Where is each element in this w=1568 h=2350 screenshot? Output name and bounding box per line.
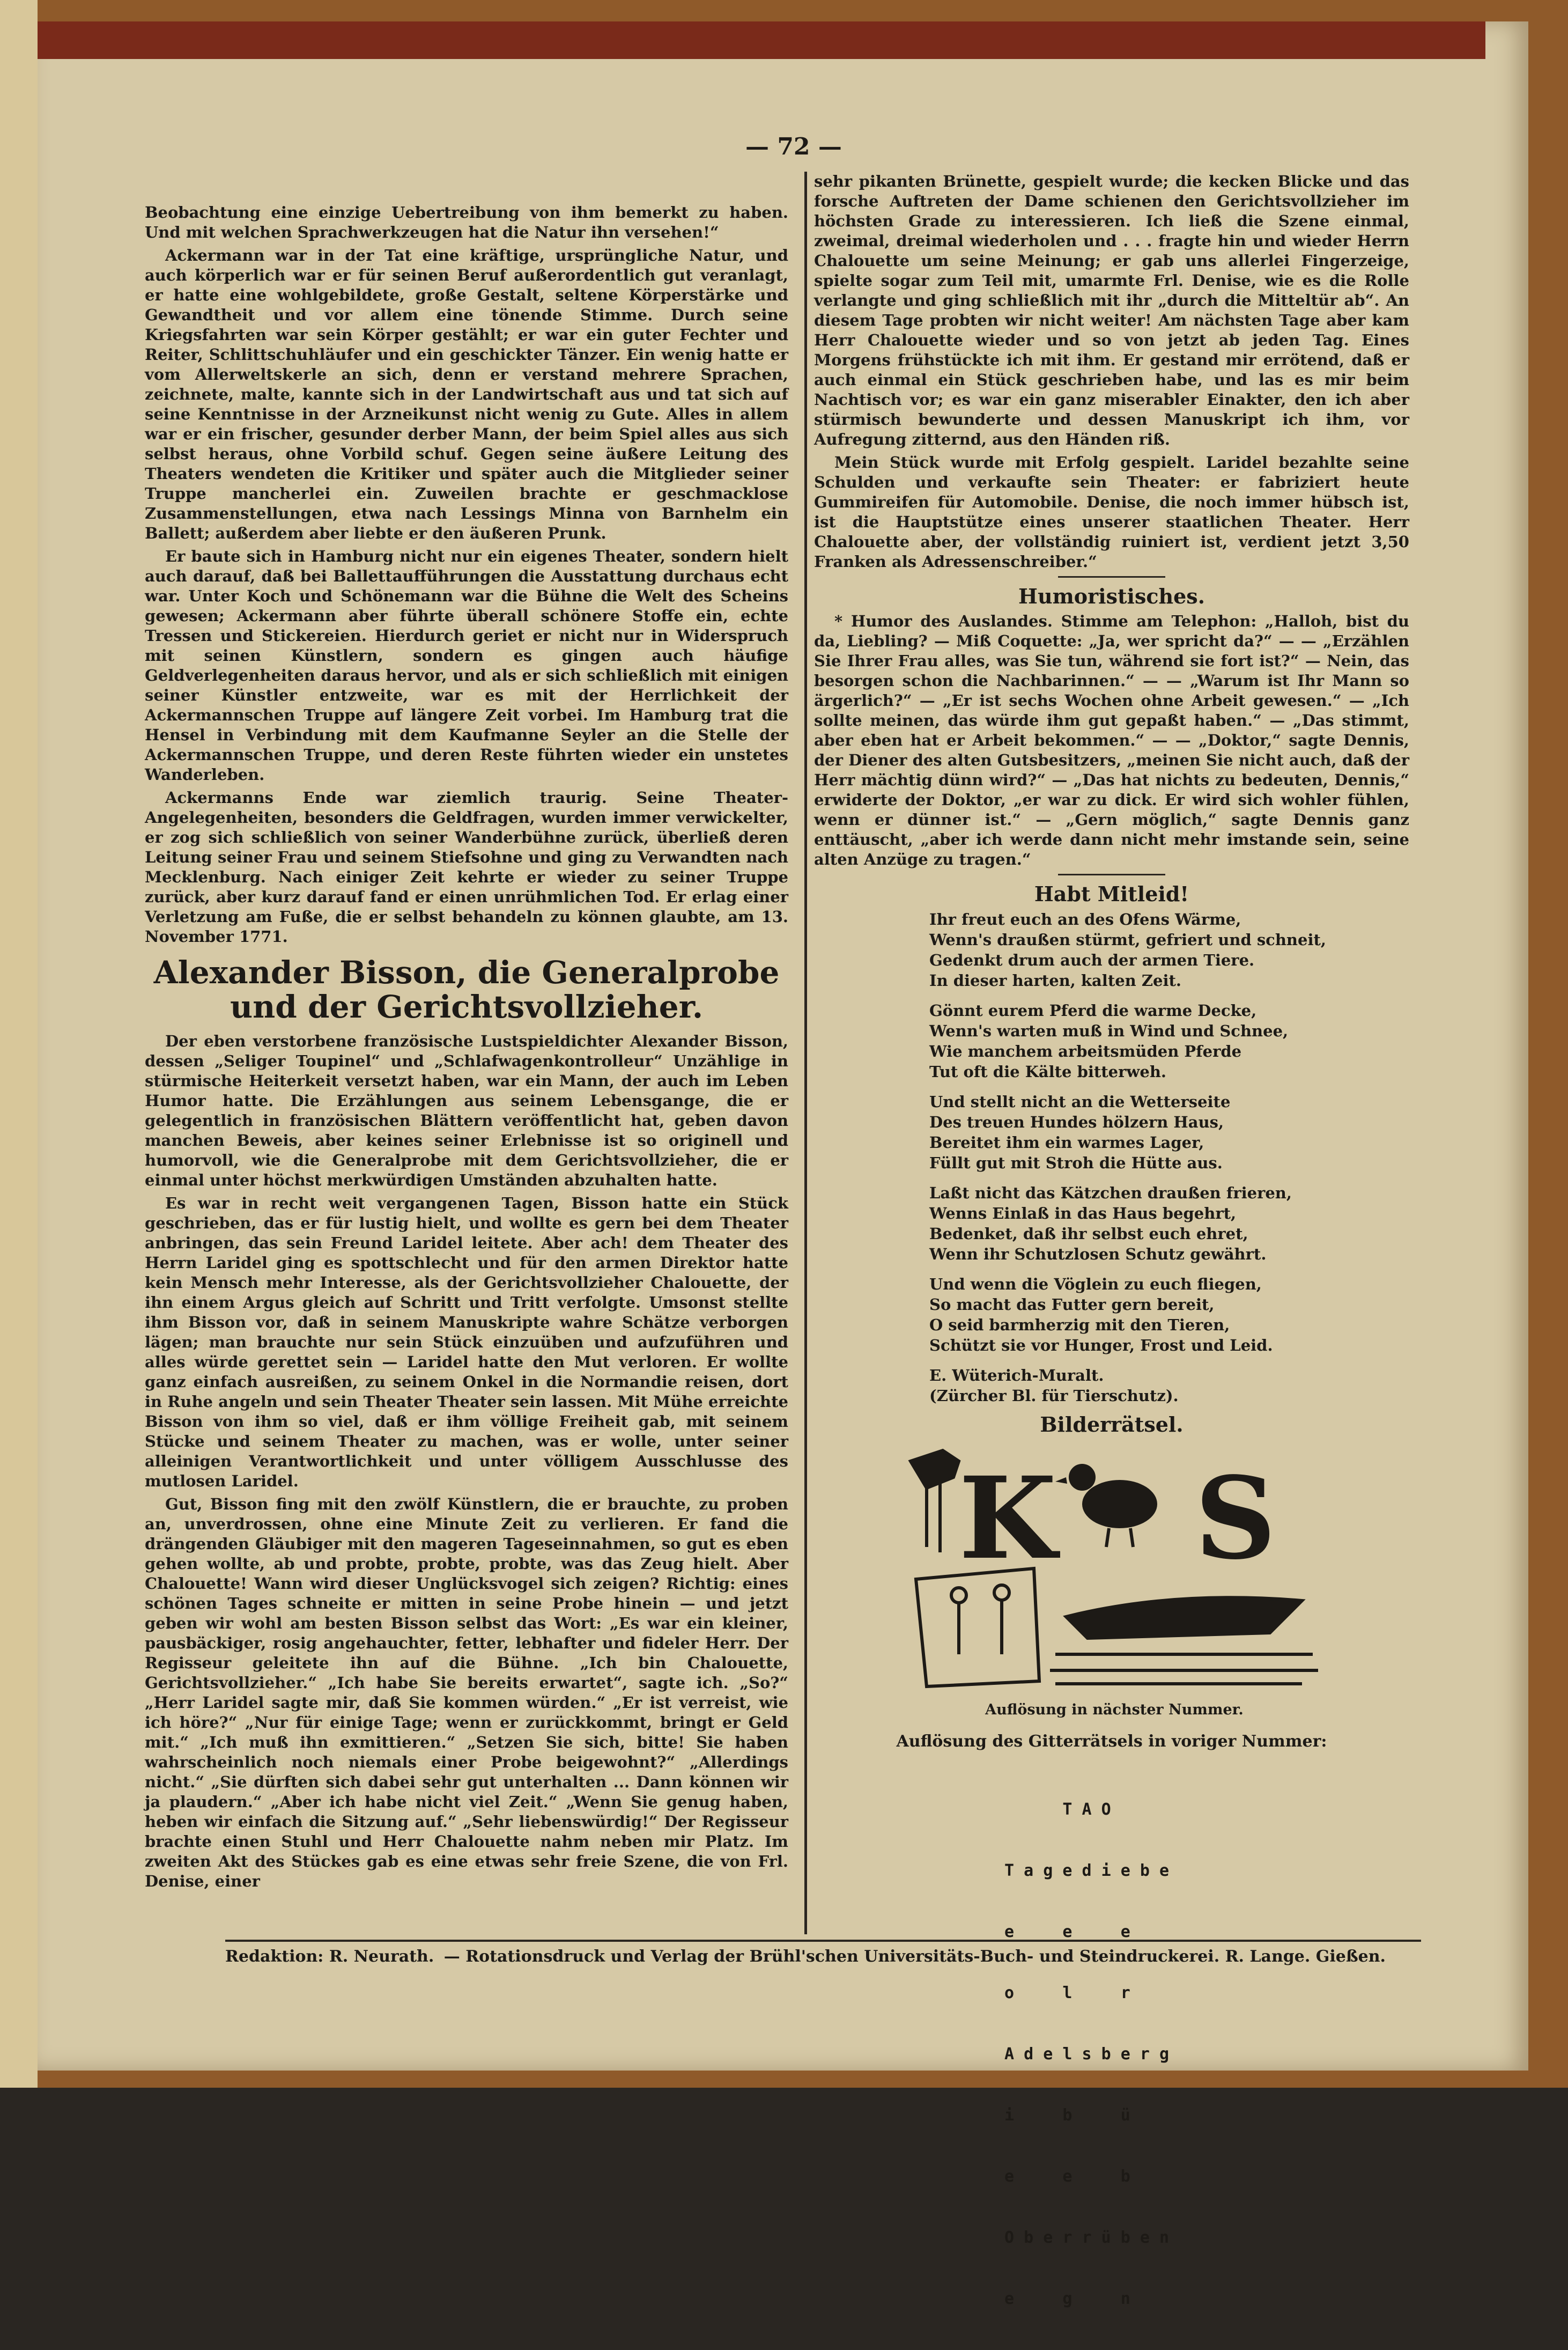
hand-icon xyxy=(911,1450,959,1552)
rebus-title: Bilderrätsel. xyxy=(1040,1412,1184,1436)
stanza xyxy=(929,1092,1369,1173)
paragraph: Ackermann war in der Tat eine kräftige, ursprüngliche Natur, und auch körperlich war er für seinen Beruf außerordentlich gut veranlagt, er hatte eine wohlgebildete, große Gestalt, seltene Körperstärke und Gewandtheit und vor allem eine tönende Stimme. Durch seine Kriegsfahrten war sein Körper gestählt; er war ein guter Fechter und Reiter, Schlittschuhläufer und ein geschickter Tänzer. Ein wenig hatte er vom Allerweltskerle an sich, denn er verstand mehrere Sprachen, zeichnete, malte, kannte sich in der Landwirtschaft aus und tat sich auf seine Kenntnisse in der Arzneikunst nicht wenig zu Gute. Alles in allem war er ein frischer, gesunder derber Mann, der beim Spiel alles aus sich selbst heraus, ohne Vorbild schuf. Gegen seine äußere Leitung des Theaters wendeten die Kritiker und später auch die Mitglieder seiner Truppe mancherlei ein. Zuweilen brachte er geschmacklose Zusammenstellungen, etwa nach Lessings Minna von Barnhelm ein Ballett; außerdem aber liebte er den äußeren Prunk. xyxy=(145,246,788,542)
article-heading: Alexander Bisson, die Generalprobe und der Gerichtsvollzieher. xyxy=(153,954,780,1025)
left-column xyxy=(145,203,788,1895)
column-divider xyxy=(804,172,807,1934)
poem-line: Und stellt nicht an die Wetterseite xyxy=(929,1093,1231,1111)
bird-icon xyxy=(1055,1464,1157,1547)
grid-row: i b ü xyxy=(1004,2106,1159,2125)
stanza xyxy=(929,1000,1369,1082)
solution-title: Auflösung des Gitterrätsels in voriger Nummer: xyxy=(896,1732,1327,1751)
poem-line: Gönnt eurem Pferd die warme Decke, xyxy=(929,1001,1257,1020)
picture-puzzle xyxy=(894,1440,1334,1720)
poem-line: Wenn's warten muß in Wind und Schnee, xyxy=(929,1022,1289,1040)
paragraph: Ackermanns Ende war ziemlich traurig. Seine Theater-Angelegenheiten, besonders die Geldfragen, wurden immer verwickelter, er zog sich schließlich von seiner Wanderbühne zurück, überließ deren Leitung seiner Frau und seinem Stiefsohne und ging zu Verwandten nach Mecklenburg. Nach einiger Zeit kehrte er wieder zu seiner Truppe zurück, aber kurz darauf fand er einen unrühmlichen Tod. Er erlag einer Verletzung am Fuße, die er selbst behandeln zu können glaubte, am 13. November 1771. xyxy=(145,789,788,946)
paragraph: Gut, Bisson fing mit den zwölf Künstlern, die er brauchte, zu proben an, unverdrossen, ohne eine Minute Zeit zu verlieren. Er fand die drängenden Gläubiger mit den mageren Tageseinnahmen, so gut es eben gehen wollte, ab und probte, probte, probte, was das Zeug hielt. Aber Chalouette! Wann wird dieser Unglücksvogel sich zeigen? Richtig: eines schönen Tages schneite er mitten in seine Probe hinein — und jetzt geben wir wohl am besten Bisson selbst das Wort: „Es war ein kleiner, pausbäckiger, rosig angehauchter, fetter, lebhafter und fideler Herr. Der Regisseur geleitete ihn auf die Bühne. „Ich bin Chalouette, Gerichtsvollzieher.“ „Ich habe Sie bereits erwartet“, sagte ich. „So?“ „Herr Laridel sagte mir, daß Sie kommen würden.“ „Er ist verreist, wie ich höre?“ „Nur für einige Tage; wenn er zurückkommt, bringt er Geld mit.“ „Ich muß ihn exmittieren.“ „Setzen Sie sich, bitte! Sie haben wahrscheinlich noch niemals einer Probe beigewohnt?“ „Allerdings nicht.“ „Sie dürften sich dabei sehr gut unterhalten ... Dann können wir ja plaudern.“ „Aber ich habe nicht viel Zeit.“ „Wenn Sie genug haben, heben wir einfach die Sitzung auf.“ „Sehr liebenswürdig!“ Der Regisseur brachte einen Stuhl und Herr Chalouette nahm neben mir Platz. Im zweiten Akt des Stückes gab es eine etwas sehr freie Szene, die von Frl. Denise, einer xyxy=(145,1495,788,1890)
poem-line: Bereitet ihm ein warmes Lager, xyxy=(929,1133,1204,1152)
poem-line: Laßt nicht das Kätzchen draußen frieren, xyxy=(929,1184,1292,1202)
paragraph: Der eben verstorbene französische Lustspieldichter Alexander Bisson, dessen „Seliger Toupinel“ und „Schlafwagenkontrolleur“ Unzählige in stürmische Heiterkeit versetzt haben, war ein Mann, der auch im Leben Humor hatte. Die Erzählungen aus seinem Lebensgange, die er gelegentlich in französischen Blättern veröffentlicht hat, geben davon manchen Beweis, aber keines seiner Erlebnisse ist so originell und humorvoll, wie die Generalprobe mit dem Gerichtsvollzieher, die er einmal unter höchst merkwürdigen Umständen abzuhalten hatte. xyxy=(145,1032,788,1189)
book-spine-edge xyxy=(0,0,38,2088)
rebus-letter-s: S xyxy=(1195,1452,1276,1585)
section-heading: Humoristisches. xyxy=(1018,584,1205,608)
boat-icon xyxy=(1050,1597,1318,1684)
right-column xyxy=(814,172,1409,2350)
rebus-letter-k: K xyxy=(959,1452,1057,1585)
poem-author: E. Wüterich-Muralt. xyxy=(929,1366,1104,1384)
poem-title: Habt Mitleid! xyxy=(1034,882,1189,906)
paragraph: Er baute sich in Hamburg nicht nur ein eigenes Theater, sondern hielt auch darauf, daß bei Ballettaufführungen die Ausstattung durchaus echt war. Unter Koch und Schönemann war die Bühne die Welt des Scheins gewesen; Ackermann aber führte überall schönere Stoffe ein, echte Tressen und Stickereien. Hierdurch geriet er nicht nur in Widerspruch mit seinen Künstlern, sondern es gingen auch häufige Geldverlegenheiten daraus hervor, und als er sich schließlich mit einigen seiner Künstler entzweite, war es mit der Herrlichkeit der Ackermannschen Truppe auf längere Zeit vorbei. Im Hamburg trat die Hensel in Verbindung mit dem Kaufmanne Seyler an die Stelle der Ackermannschen Truppe, und deren Reste führten wieder ein unstetes Wanderleben. xyxy=(145,547,788,784)
grid-row: e e b xyxy=(1004,2167,1159,2186)
solution-grid xyxy=(1004,1759,1219,2350)
page-top-binding xyxy=(38,21,1485,59)
rebus-illustration xyxy=(894,1440,1334,1692)
grid-row: e e e xyxy=(1004,1922,1159,1941)
section-rule xyxy=(1058,874,1165,875)
poem-line: Füllt gut mit Stroh die Hütte aus. xyxy=(929,1154,1223,1172)
poem-line: O seid barmherzig mit den Tieren, xyxy=(929,1316,1230,1334)
paragraph: Mein Stück wurde mit Erfolg gespielt. Laridel bezahlte seine Schulden und verkaufte sein Theater: er fabriziert heute Gummireifen für Automobile. Denise, die noch immer hübsch ist, ist die Hauptstütze eines unserer staatlichen Theater. Herr Chalouette aber, der vollständig ruiniert ist, verdient jetzt 3,50 Franken als Adressenschreiber.“ xyxy=(814,453,1409,571)
grid-row: A d e l s b e r g xyxy=(1004,2045,1170,2064)
imprint-footer xyxy=(225,1940,1421,1966)
poem-line: So macht das Futter gern bereit, xyxy=(929,1295,1215,1314)
poem-line: In dieser harten, kalten Zeit. xyxy=(929,971,1181,990)
editor-line: Redaktion: R. Neurath. xyxy=(225,1947,434,1966)
grid-row: O b e r r ü b e n xyxy=(1004,2228,1170,2247)
stanza xyxy=(929,1183,1369,1264)
section-rule xyxy=(1058,576,1165,578)
frame-with-figures-icon xyxy=(916,1568,1039,1686)
poem-line: Des treuen Hundes hölzern Haus, xyxy=(929,1113,1224,1131)
paragraph: Es war in recht weit vergangenen Tagen, Bisson hatte ein Stück geschrieben, das er für lustig hielt, und wollte es gern bei dem Theater anbringen, das sein Freund Laridel leitete. Aber ach! dem Theater des Herrn Laridel ging es spottschlecht und für den armen Direktor hatte kein Mensch mehr Interesse, als der Gerichtsvollzieher Chalouette, der ihn einem Argus gleich auf Schritt und Tritt verfolgte. Umsonst stellte ihm Bisson vor, daß in seinem Manuskripte wahre Schätze verborgen lägen; man brauchte nur sein Stück einzuüben und aufzuführen und alles würde gerettet sein — Laridel hatte den Mut verloren. Er wollte ganz einfach ausreißen, zu seinem Onkel in die Normandie reisen, dort in Ruhe angeln und sein Theater Theater sein lassen. Mit Mühe erreichte Bisson von ihm so viel, daß er ihm völlige Freiheit gab, mit seinem Stücke und seinem Theater zu machen, was er wolle, unter seiner alleinigen Verantwortlichkeit und unter völligem Ausschlusse des mutlosen Laridel. xyxy=(145,1194,788,1490)
poem-line: Wenns Einlaß in das Haus begehrt, xyxy=(929,1204,1237,1222)
humor-lead: * Humor des Auslandes. xyxy=(834,612,1053,630)
grid-row: T A O xyxy=(1004,1800,1159,1819)
printer-line: — Rotationsdruck und Verlag der Brühl'schen Universitäts-Buch- und Steindruckerei. R. Lange. Gießen. xyxy=(443,1947,1386,1966)
poem xyxy=(929,909,1369,1406)
paragraph: sehr pikanten Brünette, gespielt wurde; die kecken Blicke und das forsche Auftreten der Dame schienen den Gerichtsvollzieher im höchsten Grade zu interessieren. Ich ließ die Szene einmal, zweimal, dreimal wiederholen und . . . fragte hin und wieder Herrn Chalouette um seine Meinung; er gab uns allerlei Fingerzeige, spielte sogar zum Teil mit, umarmte Frl. Denise, wie es die Rolle verlangte und ging schließlich mit ihr „durch die Mitteltür ab“. An diesem Tage probten wir nicht weiter! Am nächsten Tage aber kam Herr Chalouette wieder und so von jetzt ab jeden Tag. Eines Morgens frühstückte ich mit ihm. Er gestand mir errötend, daß er auch einmal ein Stück geschrieben habe, und las es mir beim Nachtisch vor; es war ein ganz miserabler Einakter, den ich aber stürmisch bewunderte und dessen Manuskript ich ihm, vor Aufregung zitternd, aus den Händen riß. xyxy=(814,172,1409,448)
poem-source: (Zürcher Bl. für Tierschutz). xyxy=(929,1387,1179,1405)
poem-line: Gedenkt drum auch der armen Tiere. xyxy=(929,951,1255,969)
poem-line: Und wenn die Vöglein zu euch fliegen, xyxy=(929,1275,1262,1293)
stanza xyxy=(929,909,1369,991)
rebus-caption: Auflösung in nächster Nummer. xyxy=(985,1701,1244,1718)
paragraph: Beobachtung eine einzige Uebertreibung von ihm bemerkt zu haben. Und mit welchen Sprachwerkzeugen hat die Natur ihn versehen!“ xyxy=(145,203,788,241)
poem-line: Wenn ihr Schutzlosen Schutz gewährt. xyxy=(929,1245,1267,1263)
poem-line: Tut oft die Kälte bitterweh. xyxy=(929,1063,1167,1081)
poem-line: Bedenket, daß ihr selbst euch ehret, xyxy=(929,1225,1248,1243)
page-number: — 72 — xyxy=(745,133,842,160)
grid-row: T a g e d i e b e xyxy=(1004,1861,1170,1880)
poem-line: Wie manchem arbeitsmüden Pferde xyxy=(929,1042,1242,1060)
poem-line: Ihr freut euch an des Ofens Wärme, xyxy=(929,910,1241,929)
grid-row: o l r xyxy=(1004,1984,1159,2002)
humor-text: Stimme am Telephon: „Halloh, bist du da, Liebling? — Miß Coquette: „Ja, wer spricht da?“ — — „Erzählen Sie Ihrer Frau alles, was Sie tun, während sie fort ist?“ — Nein, das besorgen schon die Nachbarinnen.“ — — „Warum ist Ihr Mann so ärgerlich?“ — „Er ist sechs Wochen ohne Arbeit gewesen.“ — „Ich sollte meinen, das würde ihm gut gepaßt haben.“ — „Das stimmt, aber eben hat er Arbeit bekommen.“ — — „Doktor,“ sagte Dennis, der Diener des alten Gutsbesitzers, „meinen Sie nicht auch, daß der Herr mächtig dünn wird?“ — „Das hat nichts zu bedeuten, Dennis,“ erwiderte der Doktor, „er war zu dick. Er wird sich wohler fühlen, wenn er dünner ist.“ — „Gern möglich,“ sagte Dennis ganz enttäuscht, „aber ich werde dann nicht mehr imstande sein, seine alten Anzüge zu tragen.“ xyxy=(814,612,1409,868)
stanza xyxy=(929,1274,1369,1356)
poem-line: Wenn's draußen stürmt, gefriert und schneit, xyxy=(929,931,1326,949)
grid-row: e g n xyxy=(1004,2289,1159,2308)
poem-line: Schützt sie vor Hunger, Frost und Leid. xyxy=(929,1336,1273,1354)
